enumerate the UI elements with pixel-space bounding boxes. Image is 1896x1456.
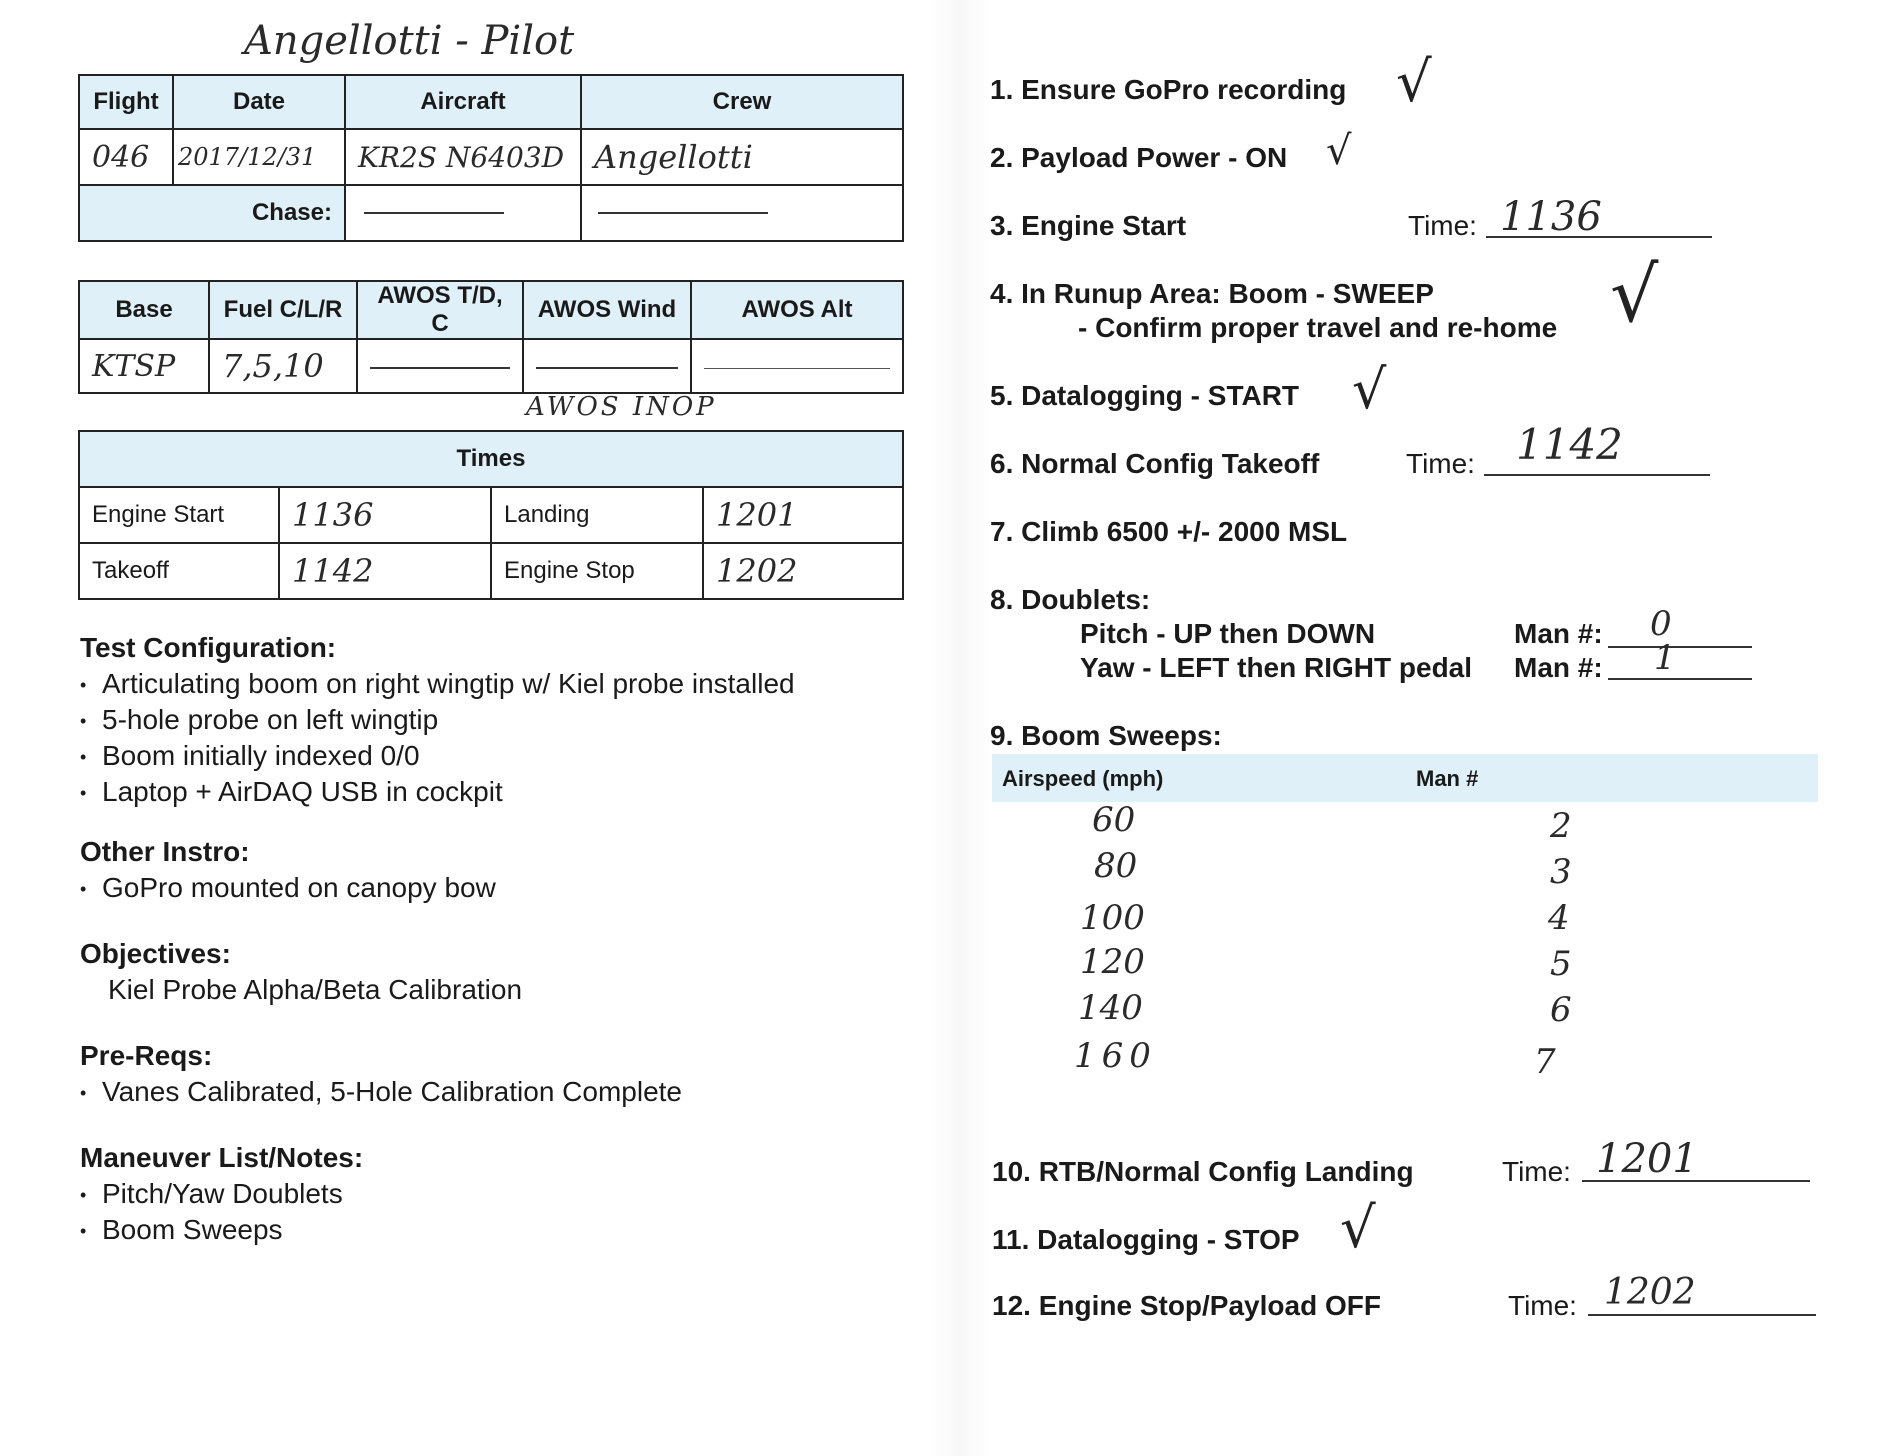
other-instro-section (80, 836, 920, 904)
sweep-airspeed: 60 (1092, 800, 1136, 840)
config-item: • Laptop + AirDAQ USB in cockpit (80, 776, 920, 808)
time-label: Time: (1508, 1290, 1577, 1321)
base-table (78, 280, 904, 394)
sweep-airspeed: 120 (1080, 942, 1145, 982)
time-line (1484, 474, 1710, 476)
aircraft-id: KR2S N6403D (345, 129, 581, 185)
step-7: 7. Climb 6500 +/- 2000 MSL (990, 516, 1348, 547)
sweep-man: 5 (1550, 944, 1572, 984)
sweep-airspeed: 140 (1078, 988, 1143, 1028)
step-12: 12. Engine Stop/Payload OFF (992, 1290, 1381, 1321)
maneuvers-section (80, 1142, 920, 1246)
config-item: • Articulating boom on right wingtip w/ Kiel probe installed (80, 668, 920, 700)
step-11: 11. Datalogging - STOP (992, 1224, 1300, 1255)
step-8-yaw: Yaw - LEFT then RIGHT pedal (1080, 652, 1473, 683)
flight-header: Flight (79, 75, 173, 129)
fuel-value: 7,5,10 (209, 339, 357, 393)
man-label: Man #: (1514, 652, 1603, 683)
sweep-man: 7 (1534, 1042, 1556, 1082)
awos-alt-value (691, 339, 903, 393)
sweep-man: 6 (1550, 990, 1572, 1030)
config-item: • 5-hole probe on left wingtip (80, 704, 920, 736)
chase-value-2 (581, 185, 903, 241)
time-line (1588, 1314, 1816, 1316)
check-mark-icon: √ (1396, 50, 1432, 115)
test-configuration-section (80, 632, 920, 808)
step-8-pitch: Pitch - UP then DOWN (1080, 618, 1376, 649)
step-5: 5. Datalogging - START (990, 380, 1300, 411)
man-yaw-handwritten: 1 (1654, 638, 1676, 678)
step-6: 6. Normal Config Takeoff (990, 448, 1320, 479)
takeoff-time: 1142 (279, 543, 491, 599)
fuel-header: Fuel C/L/R (209, 281, 357, 339)
man-label: Man #: (1514, 618, 1603, 649)
maneuver-item: • Pitch/Yaw Doublets (80, 1178, 920, 1210)
takeoff-handwritten: 1142 (1516, 420, 1623, 469)
sweep-man: 2 (1550, 806, 1572, 846)
step-4: 4. In Runup Area: Boom - SWEEP (990, 278, 1434, 309)
landing-label: Landing (491, 487, 703, 543)
step-3: 3. Engine Start (990, 210, 1187, 241)
step-10: 10. RTB/Normal Config Landing (992, 1156, 1414, 1187)
sweep-man: 3 (1550, 852, 1572, 892)
other-instro-title: Other Instro: (80, 836, 250, 867)
man-pitch-handwritten: 0 (1650, 604, 1672, 644)
base-value: KTSP (79, 339, 209, 393)
check-mark-icon: √ (1340, 1196, 1376, 1261)
config-item: • Boom initially indexed 0/0 (80, 740, 920, 772)
awos-inop-note: AWOS INOP (526, 392, 717, 422)
instro-item: • GoPro mounted on canopy bow (80, 872, 920, 904)
date-header: Date (173, 75, 345, 129)
awos-wind-value (523, 339, 691, 393)
engine-start-handwritten: 1136 (1500, 194, 1602, 240)
times-title: Times (79, 431, 903, 487)
crew-header: Crew (581, 75, 903, 129)
takeoff-label: Takeoff (79, 543, 279, 599)
prereqs-section (80, 1040, 920, 1108)
flight-number: 046 (79, 129, 173, 185)
man-line (1608, 678, 1752, 680)
base-header: Base (79, 281, 209, 339)
crew-name: Angellotti (581, 129, 903, 185)
objectives-text: Kiel Probe Alpha/Beta Calibration (108, 974, 523, 1005)
prereqs-title: Pre-Reqs: (80, 1040, 213, 1071)
chase-label: Chase: (79, 185, 345, 241)
landing-handwritten: 1201 (1596, 1136, 1698, 1182)
chase-value-1 (345, 185, 581, 241)
time-label: Time: (1502, 1156, 1571, 1187)
page-fold-shadow (930, 0, 990, 1456)
man-line (1608, 646, 1752, 648)
time-label: Time: (1408, 210, 1477, 241)
aircraft-header: Aircraft (345, 75, 581, 129)
step-4-sub: - Confirm proper travel and re-home (1078, 312, 1558, 343)
step-9: 9. Boom Sweeps: (990, 720, 1222, 751)
man-column-header: Man # (1416, 766, 1479, 791)
prereq-item: • Vanes Calibrated, 5-Hole Calibration Complete (80, 1076, 920, 1108)
flight-table (78, 74, 904, 242)
airspeed-column-header: Airspeed (mph) (1002, 766, 1164, 791)
awos-wind-header: AWOS Wind (523, 281, 691, 339)
sweep-airspeed: 160 (1074, 1036, 1157, 1076)
check-mark-icon: √ (1326, 128, 1352, 174)
engine-stop-handwritten: 1202 (1604, 1272, 1696, 1313)
engine-stop-label: Engine Stop (491, 543, 703, 599)
engine-start-label: Engine Start (79, 487, 279, 543)
awos-alt-header: AWOS Alt (691, 281, 903, 339)
sweep-man: 4 (1548, 898, 1570, 938)
times-table (78, 430, 904, 600)
check-mark-icon: √ (1610, 250, 1659, 339)
step-1: 1. Ensure GoPro recording (990, 74, 1347, 105)
landing-time: 1201 (703, 487, 903, 543)
engine-start-time: 1136 (279, 487, 491, 543)
objectives-title: Objectives: (80, 938, 231, 969)
maneuvers-title: Maneuver List/Notes: (80, 1142, 364, 1173)
step-8: 8. Doublets: (990, 584, 1151, 615)
check-mark-icon: √ (1352, 358, 1387, 421)
step-2: 2. Payload Power - ON (990, 142, 1288, 173)
test-configuration-title: Test Configuration: (80, 632, 337, 663)
time-label: Time: (1406, 448, 1475, 479)
awos-td-header: AWOS T/D, C (357, 281, 523, 339)
pilot-note: Angellotti - Pilot (244, 18, 575, 64)
sweep-airspeed: 100 (1080, 898, 1145, 938)
maneuver-item: • Boom Sweeps (80, 1214, 920, 1246)
objectives-section (80, 938, 920, 1006)
awos-td-value (357, 339, 523, 393)
flight-date: 2017/12/31 (173, 129, 345, 185)
engine-stop-time: 1202 (703, 543, 903, 599)
sweep-airspeed: 80 (1094, 846, 1138, 886)
